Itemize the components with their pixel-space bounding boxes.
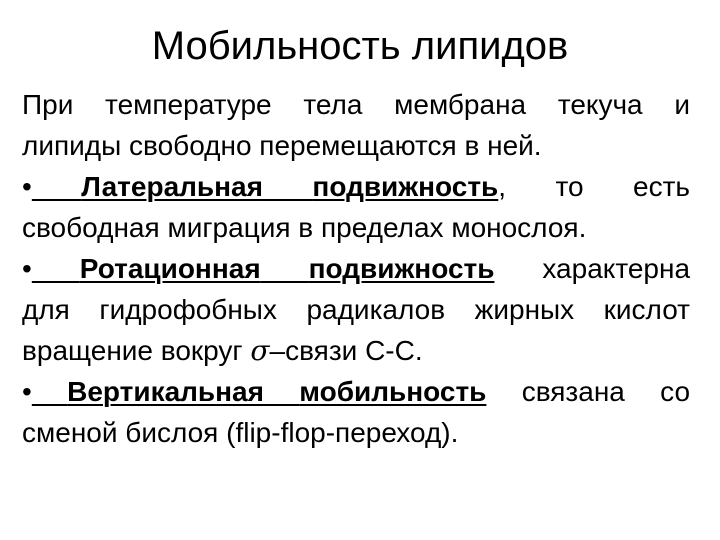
intro-line-2: липиды свободно перемещаются в ней. xyxy=(22,130,542,161)
intro-paragraph xyxy=(22,84,690,166)
bullet-lateral-term-1: Латеральная xyxy=(81,171,263,202)
bullet-rotational-line-1 xyxy=(22,248,690,289)
bullet-lateral-term-2: подвижность xyxy=(312,171,499,202)
bullet-lateral-rest: , то есть xyxy=(498,171,691,202)
bullet-lateral xyxy=(22,166,690,248)
bullet-vertical-term-1: Вертикальная xyxy=(67,376,264,407)
bullet-rotational-line-3b: –связи С-С. xyxy=(269,335,423,366)
sigma-symbol: σ xyxy=(250,334,270,367)
bullet-rotational-line-3 xyxy=(22,330,690,371)
slide-body xyxy=(22,84,690,453)
bullet-rotational-line-2: для гидрофобных радикалов жирных кислот xyxy=(22,294,690,325)
bullet-rotational-term-1: Ротационная xyxy=(79,253,261,284)
bullet-rotational-line-3a: вращение вокруг xyxy=(22,335,251,366)
bullet-marker: • xyxy=(22,253,32,284)
bullet-vertical-term-2: мобильность xyxy=(299,376,487,407)
bullet-vertical-line-2: сменой бислоя (flip-flop-переход). xyxy=(22,417,459,448)
bullet-lateral-line-2: свободная миграция в пределах монослоя. xyxy=(22,212,587,243)
bullet-rotational-rest: характерна xyxy=(542,253,691,284)
intro-line-1: При температуре тела мембрана текуча и xyxy=(22,89,690,120)
bullet-lateral-line-1 xyxy=(22,166,690,207)
bullet-vertical-rest: связана со xyxy=(521,376,691,407)
bullet-marker: • xyxy=(22,171,32,202)
bullet-vertical xyxy=(22,371,690,453)
bullet-vertical-line-1 xyxy=(22,371,690,412)
bullet-marker: • xyxy=(22,376,32,407)
bullet-rotational xyxy=(22,248,690,371)
bullet-rotational-term-2: подвижность xyxy=(308,253,495,284)
slide-title: Мобильность липидов xyxy=(151,24,569,68)
